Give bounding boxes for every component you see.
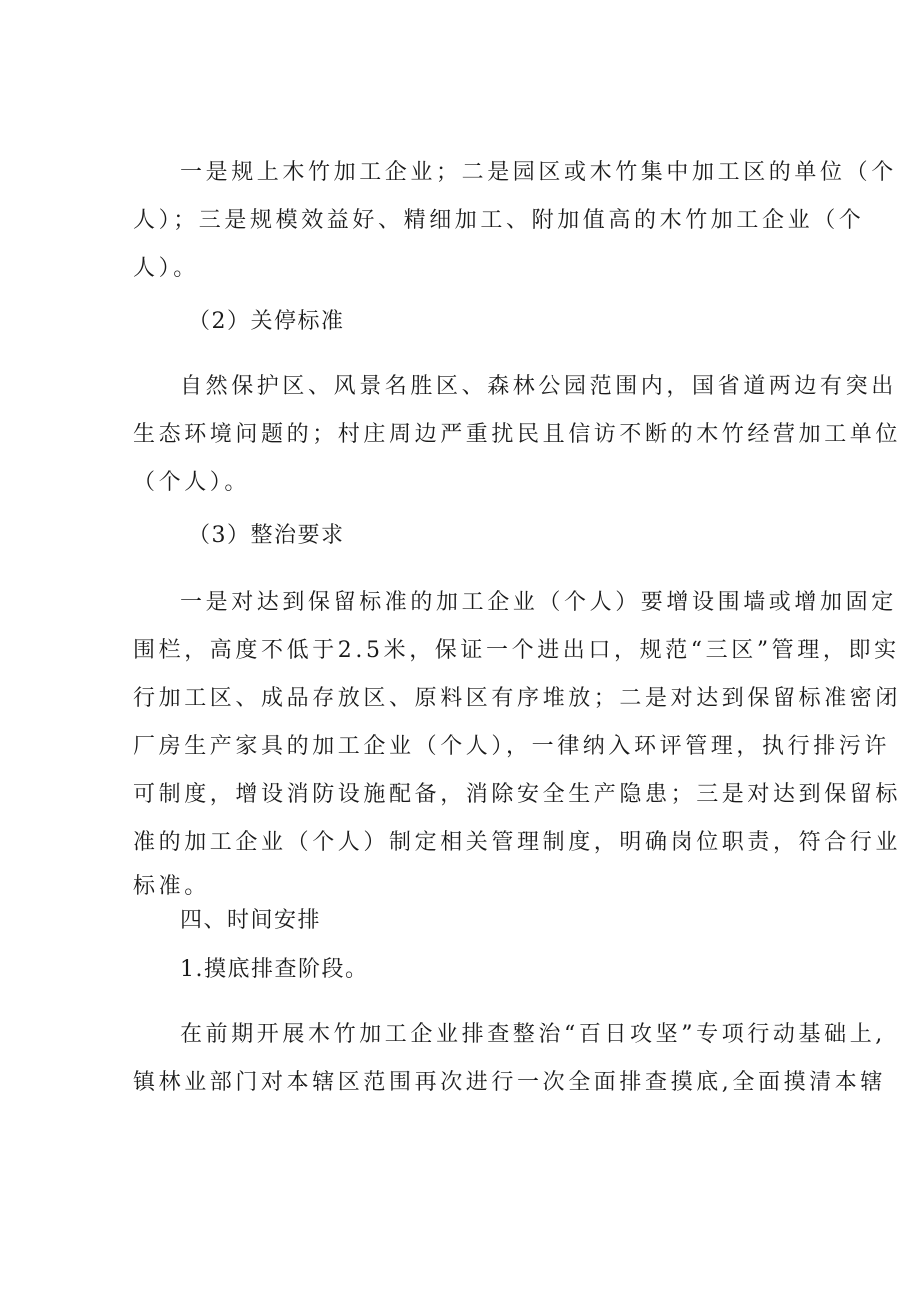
heading-survey-stage: 1.摸底排查阶段。 (180, 957, 369, 982)
paragraph-requirements-line-7: 标准。 (133, 874, 210, 899)
paragraph-requirements-line-6: 准的加工企业（个人）制定相关管理制度，明确岗位职责，符合行业 (133, 830, 902, 855)
paragraph-requirements-line-5: 可制度，增设消防设施配备，消除安全生产隐患；三是对达到保留标 (133, 782, 902, 807)
paragraph-requirements-line-2: 围栏，高度不低于2.5米，保证一个进出口，规范“三区”管理，即实 (133, 638, 900, 663)
paragraph-survey-line-2: 镇林业部门对本辖区范围再次进行一次全面排查摸底,全面摸清本辖 (133, 1070, 886, 1095)
paragraph-requirements-line-4: 厂房生产家具的加工企业（个人），一律纳入环评管理，执行排污许 (133, 734, 891, 759)
paragraph-retain-criteria-line-2: 人）；三是规模效益好、精细加工、附加值高的木竹加工企业（个 (133, 208, 865, 233)
paragraph-closure-line-3: （个人）。 (133, 470, 251, 495)
heading-rectification-requirements: （3）整治要求 (188, 523, 345, 548)
heading-schedule: 四、时间安排 (180, 908, 322, 933)
paragraph-requirements-line-1: 一是对达到保留标准的加工企业（个人）要增设围墙或增加固定 (180, 590, 897, 615)
paragraph-requirements-line-3: 行加工区、成品存放区、原料区有序堆放；二是对达到保留标准密闭 (133, 686, 902, 711)
paragraph-closure-line-1: 自然保护区、风景名胜区、森林公园范围内，国省道两边有突出 (180, 374, 897, 399)
paragraph-retain-criteria-line-1: 一是规上木竹加工企业；二是园区或木竹集中加工区的单位（个 (180, 160, 897, 185)
heading-closure-standard: （2）关停标准 (188, 309, 345, 334)
paragraph-closure-line-2: 生态环境问题的；村庄周边严重扰民且信访不断的木竹经营加工单位 (133, 422, 902, 447)
paragraph-survey-line-1: 在前期开展木竹加工企业排查整治“百日攻坚”专项行动基础上, (180, 1022, 886, 1047)
paragraph-retain-criteria-line-3: 人）。 (133, 256, 199, 281)
